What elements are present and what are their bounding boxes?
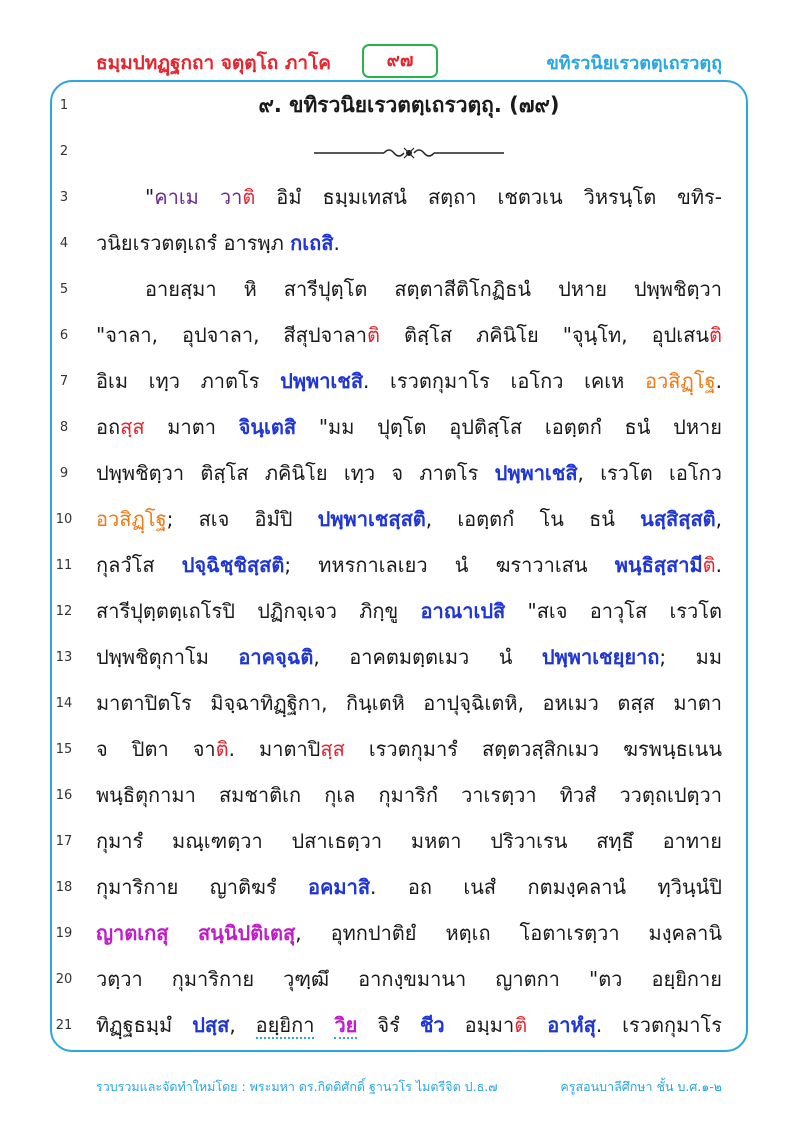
pronoun-highlight: สฺส xyxy=(320,737,345,761)
text-run xyxy=(314,1013,334,1037)
page-number: ๙๗ xyxy=(362,44,438,78)
line-text xyxy=(145,180,722,214)
line-number: 2 xyxy=(59,144,69,159)
verb-highlight: ปพฺพาเชยฺยาถ xyxy=(541,645,660,669)
line-number: 4 xyxy=(59,236,69,251)
line-number: 17 xyxy=(55,834,73,849)
line-text xyxy=(96,824,722,858)
line-21 xyxy=(0,1008,800,1042)
line-number: 7 xyxy=(59,374,69,389)
iti-particle: ติ xyxy=(242,185,256,209)
iti-particle: ติ xyxy=(709,323,722,347)
line-text xyxy=(96,456,722,490)
text-run: เรวตกุมารํ สตฺตวสฺสิกเมว ฆรพนฺธเนน xyxy=(344,737,723,761)
text-run: ; ทหรกาเลเยว นํ ฆราวาเสน xyxy=(284,553,615,577)
iti-particle: ติ xyxy=(366,323,380,347)
line-number: 3 xyxy=(59,190,69,205)
verb-highlight: จินฺเตสิ xyxy=(238,415,297,439)
page-footer xyxy=(96,1077,722,1097)
text-run: . xyxy=(715,369,722,393)
text-run: ปพฺพชิตุกาโม xyxy=(96,645,239,669)
line-number: 11 xyxy=(55,558,73,573)
line-text xyxy=(96,916,722,950)
line-16 xyxy=(0,778,800,812)
text-run: , xyxy=(229,1013,256,1037)
text-run: จิรํ xyxy=(357,1013,420,1037)
text-run: อิเม เทฺว ภาตโร xyxy=(96,369,281,393)
line-text xyxy=(96,318,722,352)
text-run: . xyxy=(333,231,340,255)
line-number: 20 xyxy=(55,972,73,987)
iti-particle: ติ xyxy=(514,1013,528,1037)
line-2 xyxy=(0,134,800,168)
iti-particle: ติ xyxy=(215,737,229,761)
verb-highlight: พนฺธิสฺสามี xyxy=(614,553,703,577)
line-6 xyxy=(0,318,800,352)
text-run: วนิยเรวตตฺเถรํ อารพฺภ xyxy=(96,231,291,255)
line-text xyxy=(96,686,722,720)
verb-highlight: กเถสิ xyxy=(290,231,334,255)
line-number: 19 xyxy=(55,926,73,941)
line-12 xyxy=(0,594,800,628)
line-1 xyxy=(0,88,800,122)
line-text xyxy=(96,502,722,536)
line-text xyxy=(96,410,722,444)
verb-highlight: อาคจฺฉติ xyxy=(238,645,314,669)
text-run: พนฺธิตุกามา สมชาติเก กุเล กุมาริกํ วาเรตฺวา ทิวสํ ววตฺถเปตฺวา xyxy=(96,783,722,807)
text-run: " xyxy=(145,185,155,209)
verb-highlight: ชีว xyxy=(419,1013,445,1037)
participle-highlight: อวสิฏฺโฐ xyxy=(96,507,167,531)
line-number: 9 xyxy=(59,466,69,481)
text-run: . มาตาปิ xyxy=(228,737,321,761)
line-text xyxy=(96,778,722,812)
verb-highlight: อาณาเปสิ xyxy=(420,599,506,623)
line-text xyxy=(96,226,722,260)
line-20 xyxy=(0,962,800,996)
line-7 xyxy=(0,364,800,398)
text-run: , เรวโต เอโกว xyxy=(577,461,722,485)
page-header xyxy=(0,44,800,80)
verb-highlight: อาหํสุ xyxy=(547,1013,596,1037)
line-text xyxy=(96,870,722,904)
text-run: มาตาปิตโร มิจฺฉาทิฏฺฐิกา, กินฺเตหิ อาปุจฺฉิเตหิ, อหเมว ตสฺส มาตา xyxy=(96,691,722,715)
line-text xyxy=(96,732,722,766)
text-run: "จาลา, อุปจาลา, สีสุปจาลา xyxy=(96,323,367,347)
highlight-word: คาเม xyxy=(154,185,199,209)
verb-highlight: ปพฺพาเชสิ xyxy=(280,369,364,393)
line-number: 12 xyxy=(55,604,73,619)
text-run: อถ xyxy=(96,415,121,439)
line-number: 1 xyxy=(59,98,69,113)
line-number: 10 xyxy=(55,512,73,527)
text-run: อายสฺมา หิ สารีปุตฺโต สตฺตาสีติโกฏิธนํ ปหาย ปพฺพชิตฺวา xyxy=(145,277,722,301)
line-number: 18 xyxy=(55,880,73,895)
line-8 xyxy=(0,410,800,444)
text-run: อมฺมา xyxy=(444,1013,515,1037)
text-run: กุลวํโส xyxy=(96,553,182,577)
line-text xyxy=(96,962,722,996)
line-5 xyxy=(0,272,800,306)
line-number: 6 xyxy=(59,328,69,343)
text-run: กุมาริกาย ญาติฆรํ xyxy=(96,875,309,899)
line-number: 5 xyxy=(59,282,69,297)
text-run: วตฺวา กุมาริกาย วุฑฺฒึ อากงฺขมานา ญาตกา "ตว อยฺยิกาย xyxy=(96,967,722,991)
line-number: 14 xyxy=(55,696,73,711)
text-run: , อาคตมตฺตเมว นํ xyxy=(313,645,542,669)
particle-highlight: วิย xyxy=(334,1013,358,1037)
course-level: ครูสอนบาลีศึกษา ชั้น บ.ศ.๑-๒ xyxy=(560,1079,722,1094)
text-run: จ ปิตา จา xyxy=(96,737,216,761)
line-number: 8 xyxy=(59,420,69,435)
verb-highlight: อคมาสิ xyxy=(308,875,371,899)
line-9 xyxy=(0,456,800,490)
underlined-word: อยฺยิกา xyxy=(255,1013,315,1037)
line-text xyxy=(145,272,722,306)
line-18 xyxy=(0,870,800,904)
line-text xyxy=(96,1008,722,1042)
line-text xyxy=(96,640,722,674)
book-title: ธมฺมปทฏฺฐกถา จตุตฺโถ ภาโค xyxy=(96,52,332,74)
text-run xyxy=(527,1013,547,1037)
line-text xyxy=(96,548,722,582)
line-17 xyxy=(0,824,800,858)
text-run: , เอตฺตกํ โน ธนํ xyxy=(425,507,641,531)
floral-divider-icon xyxy=(314,146,504,160)
line-text xyxy=(96,364,722,398)
line-number: 15 xyxy=(55,742,73,757)
line-15 xyxy=(0,732,800,766)
verb-highlight: ปสฺส xyxy=(192,1013,230,1037)
text-run: ทิฏฺฐธมฺมํ xyxy=(96,1013,193,1037)
text-run xyxy=(199,185,220,209)
text-run: , อุทกปาติยํ หตฺเถ โอตาเรตฺวา มงฺคลานิ xyxy=(295,921,723,945)
text-run: "มม ปุตฺโต อุปติสฺโส เอตฺตกํ ธนํ ปหาย xyxy=(296,415,722,439)
text-run: ; มม xyxy=(659,645,723,669)
line-13 xyxy=(0,640,800,674)
line-3 xyxy=(0,180,800,214)
text-run: . เรวตกุมาโร xyxy=(595,1013,722,1037)
verb-highlight: นสฺสิสฺสติ xyxy=(640,507,716,531)
text-run: ติสฺโส ภคินิโย "จุนฺโท, อุปเสน xyxy=(379,323,709,347)
line-number: 16 xyxy=(55,788,73,803)
text-run: ปพฺพชิตฺวา ติสฺโส ภคินิโย เทฺว จ ภาตโร xyxy=(96,461,495,485)
text-run: สารีปุตฺตตฺเถโรปิ ปฏิกจฺเจว ภิกฺขู xyxy=(96,599,421,623)
text-run: กุมารํ มณฺเฑตฺวา ปสาเธตฺวา มหตา ปริวาเรน สทฺธึ อาทาย xyxy=(96,829,722,853)
iti-particle: ติ xyxy=(702,553,716,577)
verb-highlight: ปพฺพาเชสฺสติ xyxy=(317,507,426,531)
pronoun-highlight: สฺส xyxy=(120,415,145,439)
text-run: . เรวตกุมาโร เอโกว เคเห xyxy=(363,369,645,393)
text-run: . อถ เนสํ กตมงฺคลานํ ทฺวินฺนํปิ xyxy=(370,875,722,899)
text-run: "สเจ อาวุโส เรวโต xyxy=(505,599,722,623)
highlight-word: วา xyxy=(219,185,243,209)
text-run: มาตา xyxy=(144,415,239,439)
story-title: ๙. ขทิรวนิยเรวตตฺเถรวตฺถุ. (๗๙) xyxy=(258,93,560,117)
participle-highlight: อวสิฏฺโฐ xyxy=(644,369,716,393)
text-run: , xyxy=(715,507,723,531)
verb-highlight: ปจฺฉิชฺชิสฺสติ xyxy=(181,553,285,577)
text-run: . xyxy=(715,553,722,577)
text-run: ; สเจ อิมํปิ xyxy=(166,507,318,531)
compiler-credit: รวบรวมและจัดทำใหม่โดย : พระมหา ดร.กิตติศักดิ์ ฐานวโร ไมตรีจิต ป.ธ.๗ xyxy=(96,1079,498,1094)
verb-highlight: ปพฺพาเชสิ xyxy=(494,461,578,485)
line-14 xyxy=(0,686,800,720)
story-title-header: ขทิรวนิยเรวตตฺเถรวตฺถุ xyxy=(546,53,722,74)
line-11 xyxy=(0,548,800,582)
text-run: อิมํ ธมฺมเทสนํ สตฺถา เชตวเน วิหรนฺโต ขทิร- xyxy=(255,185,723,209)
line-4 xyxy=(0,226,800,260)
line-19 xyxy=(0,916,800,950)
line-text xyxy=(96,594,722,628)
line-number: 21 xyxy=(55,1018,73,1033)
locative-absolute-highlight: ญาตเกสุ สนฺนิปติเตสุ xyxy=(96,921,296,945)
line-10 xyxy=(0,502,800,536)
line-number: 13 xyxy=(55,650,73,665)
